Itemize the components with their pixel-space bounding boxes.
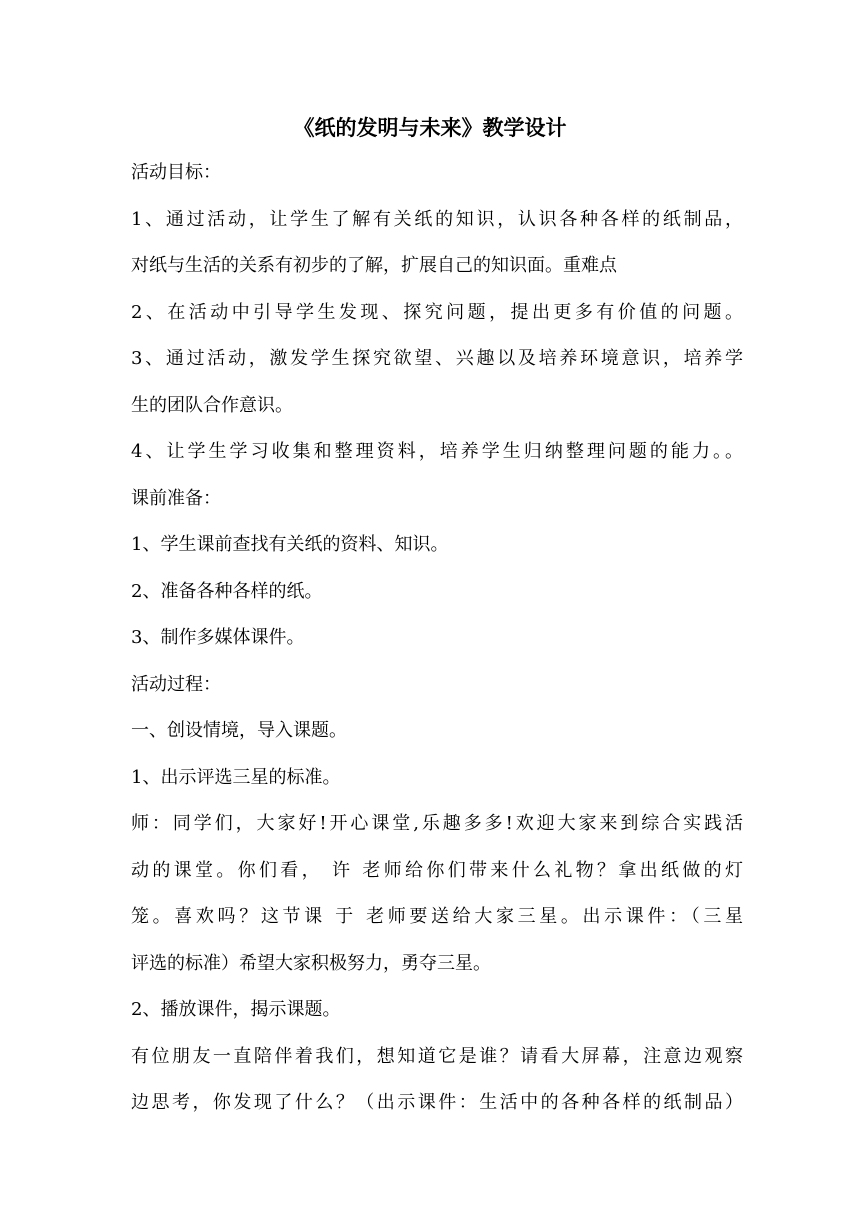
- paragraph-line: 2、播放课件，揭示课题。: [131, 999, 341, 1020]
- document-title: 《纸的发明与未来》教学设计: [293, 116, 567, 140]
- paragraph-line: 2、在活动中引导学生发现、探究问题，提出更多有价值的问题。: [131, 301, 743, 323]
- paragraph-line: 边思考，你发现了什么？（出示课件：生活中的各种各样的纸制品）: [131, 1092, 743, 1113]
- paragraph-line: 1、通过活动，让学生了解有关纸的知识，认识各种各样的纸制品，: [131, 208, 743, 230]
- paragraph-line: 4、让学生学习收集和整理资料，培养学生归纳整理问题的能力。。: [131, 441, 743, 462]
- paragraph-line: 2、准备各种各样的纸。: [131, 580, 323, 602]
- paragraph-line: 3、制作多媒体课件。: [131, 627, 305, 648]
- paragraph-line: 1、出示评选三星的标准。: [131, 766, 341, 788]
- paragraph-line: 动的课堂。你们看， 许 老师给你们带来什么礼物？拿出纸做的灯: [131, 859, 743, 881]
- section-heading-preparation: 课前准备：: [131, 487, 221, 509]
- paragraph-line: 生的团队合作意识。: [131, 394, 293, 416]
- paragraph-line: 师：同学们，大家好!开心课堂,乐趣多多!欢迎大家来到综合实践活: [131, 813, 743, 834]
- document-body: [131, 157, 743, 1134]
- section-heading-process: 活动过程：: [131, 673, 221, 695]
- paragraph-line: 对纸与生活的关系有初步的了解，扩展自己的知识面。重难点: [131, 255, 617, 276]
- paragraph-line: 有位朋友一直陪伴着我们，想知道它是谁？请看大屏幕，注意边观察: [131, 1045, 743, 1067]
- paragraph-line: 笼。喜欢吗？这节课 于 老师要送给大家三星。出示课件：（三星: [131, 906, 743, 927]
- section-heading-objectives: 活动目标：: [131, 162, 221, 183]
- paragraph-line: 3、通过活动，激发学生探究欲望、兴趣以及培养环境意识，培养学: [131, 348, 743, 369]
- paragraph-line: 1、学生课前查找有关纸的资料、知识。: [131, 534, 449, 555]
- paragraph-line: 一、创设情境，导入课题。: [131, 720, 347, 741]
- paragraph-line: 评选的标准）希望大家积极努力，勇夺三星。: [131, 952, 491, 974]
